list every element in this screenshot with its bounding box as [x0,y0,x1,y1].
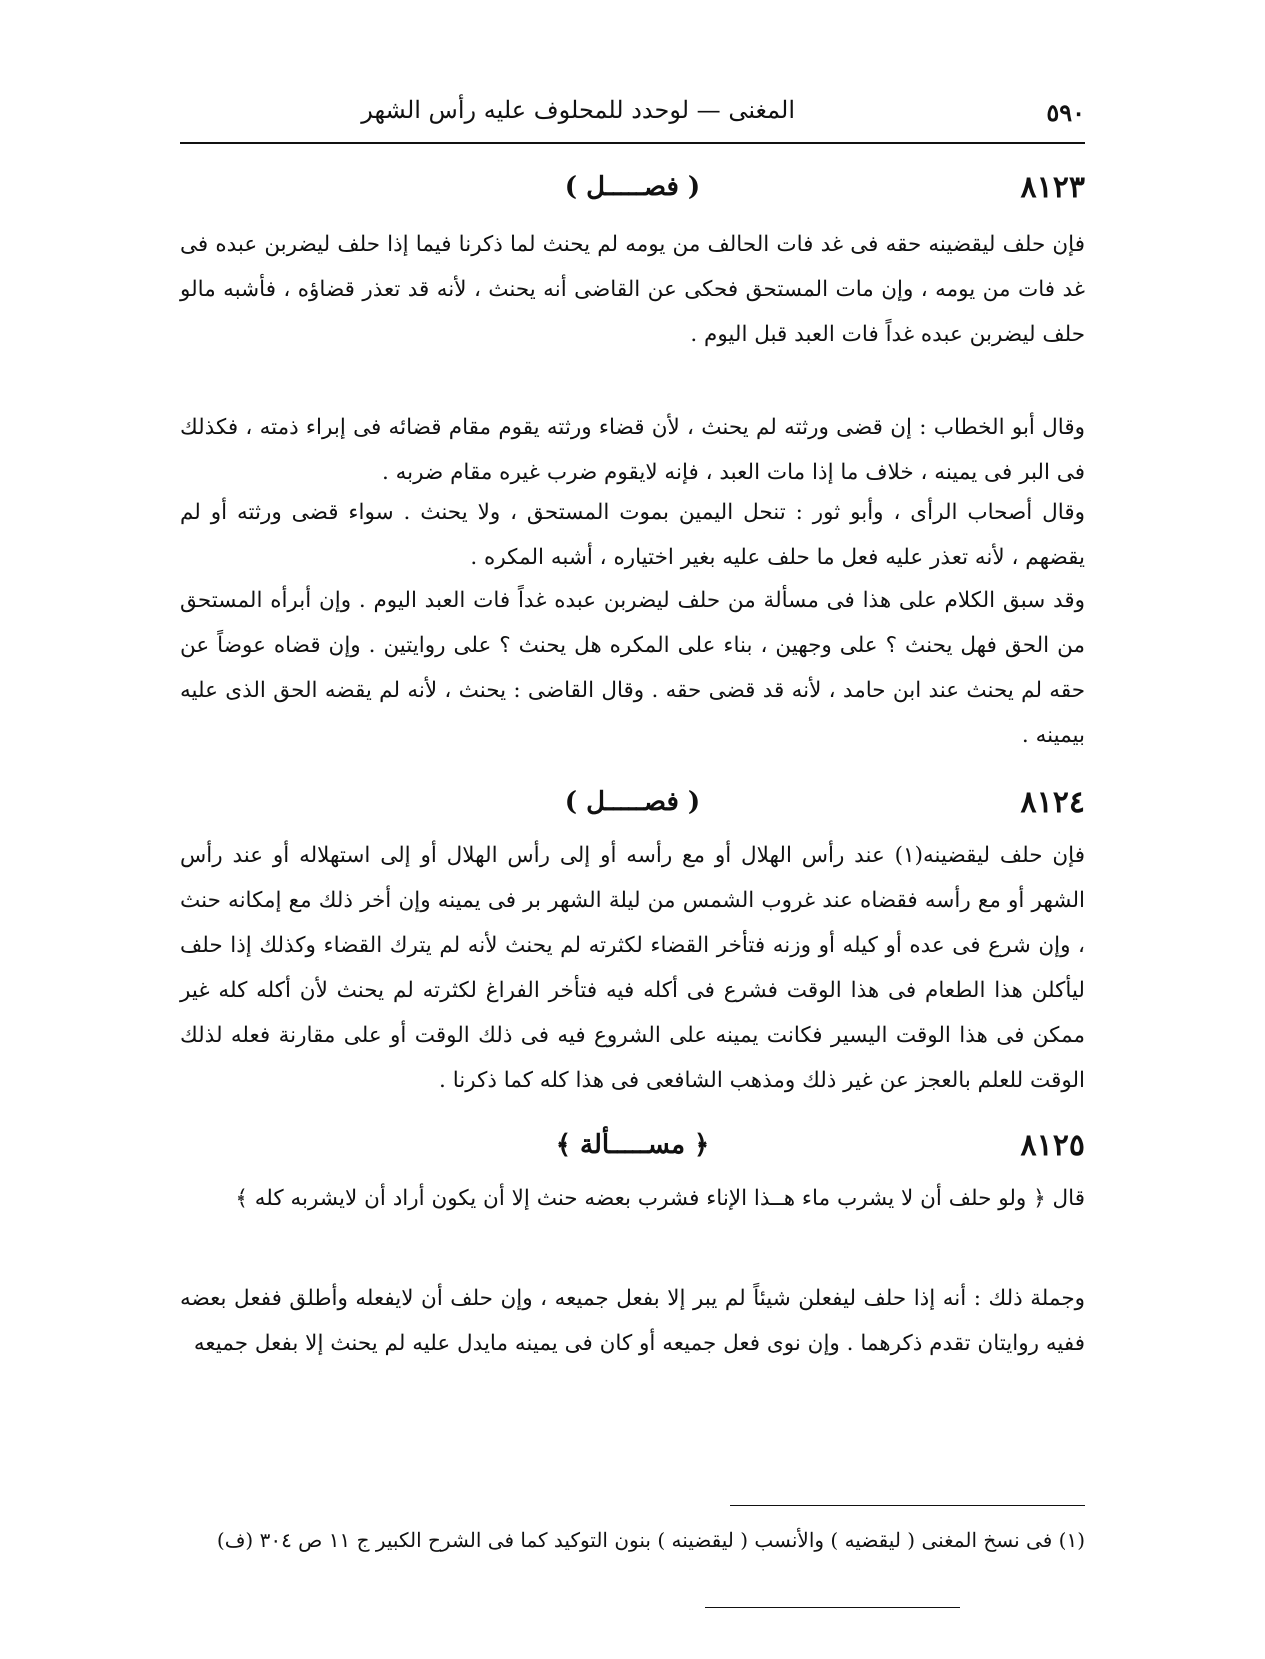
bottom-rule [705,1607,960,1608]
paragraph: وجملة ذلك : أنه إذا حلف ليفعلن شيئاً لم يبر إلا بفعل جميعه ، وإن حلف أن لايفعله وأطلق ففعل بعضه ففيه روايتان تقدم ذكرهما . وإن نوى فعل جميعه أو كان فى يمينه مايدل عليه لم يحنث إلا بفعل جميعه [180,1286,1085,1356]
page-header [180,96,1085,136]
header-rule [180,142,1085,144]
footnote: (١) فى نسخ المغنى ( ليقضيه ) والأنسب ( ليقضينه ) بنون التوكيد كما فى الشرح الكبير ج ١١ ص ٣٠٤ (ف) [216,1528,1085,1552]
section-number: ٨١٢٥ [1020,1128,1085,1163]
section-label: ﴿ مســـــألة ﴾ [555,1130,710,1160]
footnote-rule [730,1505,1085,1506]
paragraph: وقال أبو الخطاب : إن قضى ورثته لم يحنث ، لأن قضاء ورثته يقوم مقام قضائه فى إبراء ذمته ، فكذلك فى البر فى يمينه ، خلاف ما إذا مات العبد ، فإنه لايقوم ضرب غيره مقام ضربه . [180,415,1085,485]
paragraph: فإن حلف ليقضينه حقه فى غد فات الحالف من يومه لم يحنث لما ذكرنا فيما إذا حلف ليضربن عبده فى غد فات من يومه ، وإن مات المستحق فحكى عن القاضى أنه يحنث ، لأنه قد تعذر قضاؤه ، فأشبه مالو حلف ليضربن عبده غداً فات العبد قبل اليوم . [180,232,1085,347]
running-title: المغنى — لوحدد للمحلوف عليه رأس الشهر [361,96,795,124]
section-heading [180,785,1085,829]
section-heading [180,170,1085,214]
section-label: ( فصـــــل ) [564,172,701,202]
paragraph: قال ﴿ ولو حلف أن لا يشرب ماء هــذا الإناء فشرب بعضه حنث إلا أن يكون أراد أن لايشربه كله ﴾ [235,1186,1085,1211]
paragraph: وقال أصحاب الرأى ، وأبو ثور : تنحل اليمين بموت المستحق ، ولا يحنث . سواء قضى ورثته أو لم يقضهم ، لأنه تعذر عليه فعل ما حلف عليه بغير اختياره ، أشبه المكره . [180,500,1085,570]
section-number: ٨١٢٣ [1020,170,1085,205]
section-number: ٨١٢٤ [1020,785,1085,820]
section-heading [180,1128,1085,1172]
section-label: ( فصـــــل ) [564,787,701,817]
paragraph: وقد سبق الكلام على هذا فى مسألة من حلف ليضربن عبده غداً فات العبد اليوم . وإن أبرأه المستحق من الحق فهل يحنث ؟ على وجهين ، بناء على المكره هل يحنث ؟ على روايتين . وإن قضاه عوضاً عن حقه لم يحنث عند ابن حامد ، لأنه قد قضى حقه . وقال القاضى : يحنث ، لأنه لم يقضه الحق الذى عليه بيمينه . [180,588,1085,748]
page-number: ٥٩٠ [1046,98,1085,127]
paragraph: فإن حلف ليقضينه(١) عند رأس الهلال أو مع رأسه أو إلى رأس الهلال أو إلى استهلاله أو عند رأس الشهر أو مع رأسه فقضاه عند غروب الشمس من ليلة الشهر بر فى يمينه وإن أخر ذلك مع إمكانه حنث ، وإن شرع فى عده أو كيله أو وزنه فتأخر القضاء لكثرته لم يحنث لأنه لم يترك القضاء وكذلك إذا حلف ليأكلن هذا الطعام فى هذا الوقت فشرع فى أكله فيه فتأخر الفراغ لكثرته لم يحنث لأن أكله كله غير ممكن فى هذا الوقت اليسير فكانت يمينه على الشروع فيه فى ذلك الوقت أو على مقارنة فعله لذلك الوقت للعلم بالعجز عن غير ذلك ومذهب الشافعى فى هذا كله كما ذكرنا . [180,843,1085,1093]
